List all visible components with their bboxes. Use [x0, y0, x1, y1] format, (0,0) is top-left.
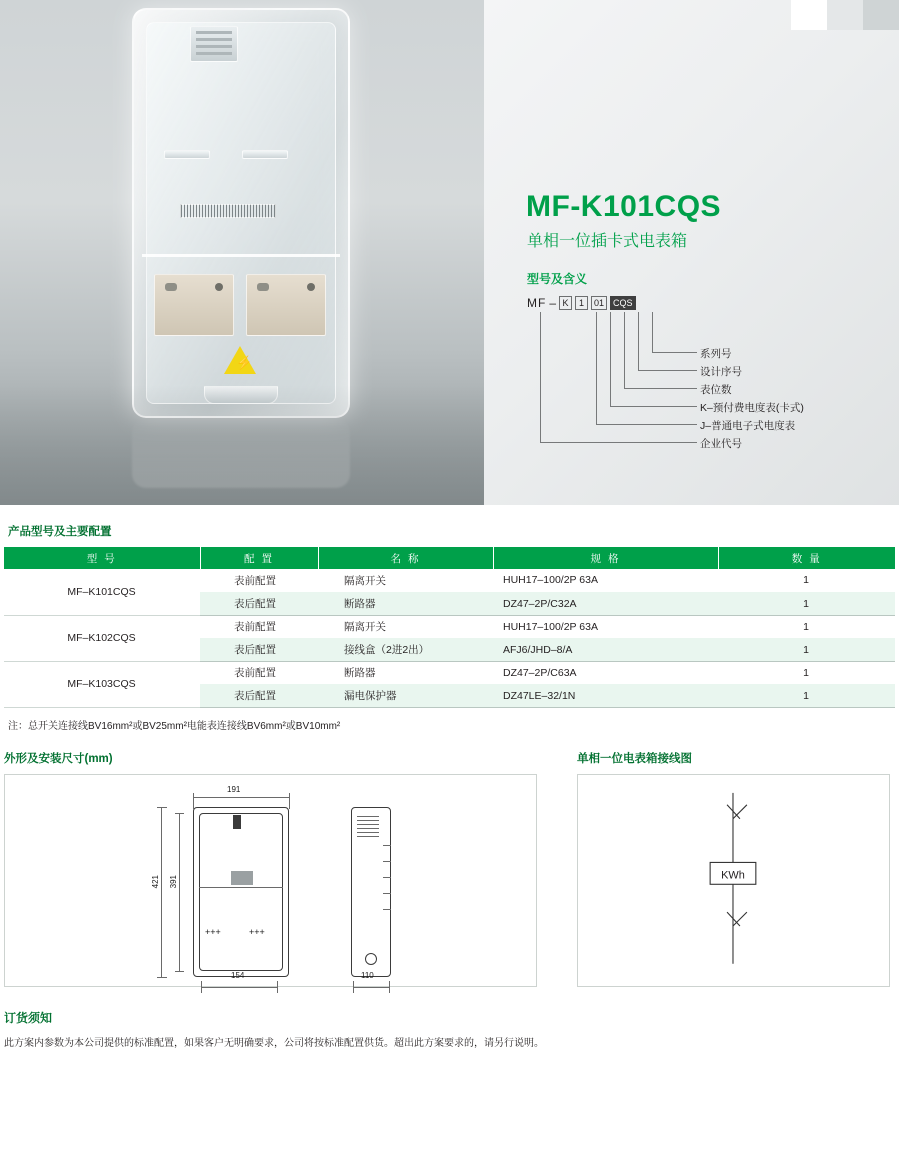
cell-qty-1-0: 1	[803, 620, 809, 633]
cell-spec-0-1: DZ47–2P/C32A	[493, 592, 718, 615]
cell-qty-2-0: 1	[803, 666, 809, 679]
col-header-name: 名 称	[318, 547, 493, 569]
col-header-model: 型 号	[4, 547, 200, 569]
front-view-slot	[233, 815, 241, 829]
cell-qty-0-0: 1	[803, 574, 809, 587]
breaker-module-right	[246, 274, 326, 336]
code-dash: –	[549, 296, 557, 310]
cell-spec-2-0: DZ47–2P/C63A	[503, 666, 577, 679]
dim-width-top: 191	[227, 784, 241, 794]
product-subtitle: 单相一位插卡式电表箱	[527, 233, 688, 250]
side-view-vents	[357, 815, 379, 837]
dim-height-inner: 391	[169, 874, 178, 888]
table-row	[4, 661, 895, 684]
circuit-section-title: 单相一位电表箱接线图	[577, 752, 692, 765]
cell-qty-2-1: 1	[718, 684, 895, 707]
wiring-diagram	[578, 775, 889, 987]
dim-height-outer: 421	[151, 874, 160, 888]
legend-label-0: 系列号	[700, 348, 732, 360]
col-header-config: 配 置	[200, 547, 318, 569]
order-notice-text: 此方案内参数为本公司提供的标准配置，如果客户无明确要求，公司将按标准配置供货。超出此方案要求的，请另行说明。	[4, 1037, 544, 1049]
dimension-drawing	[5, 775, 536, 986]
hero-banner	[0, 0, 899, 505]
dim-depth: 110	[361, 970, 374, 980]
lightning-bolt-icon: ⚡	[236, 355, 253, 370]
drawing-section-title: 外形及安装尺寸(mm)	[4, 752, 113, 765]
cell-config-0-1: 表后配置	[200, 592, 318, 615]
col-header-qty: 数 量	[718, 547, 895, 569]
cell-model-1: MF–K102CQS	[4, 615, 200, 661]
cell-name-0-1: 断路器	[318, 592, 493, 615]
barcode-label	[180, 204, 276, 218]
cell-config-2-0: 表前配置	[234, 667, 276, 679]
table-header-row	[4, 547, 895, 569]
model-meaning-heading: 型号及含义	[527, 272, 588, 286]
product-title: MF-K101CQS	[526, 190, 722, 223]
code-prefix: MF	[527, 296, 547, 310]
legend-label-2: 表位数	[700, 384, 732, 396]
legend-label-4: J–普通电子式电度表	[700, 420, 796, 432]
cell-spec-2-1: DZ47LE–32/1N	[493, 684, 718, 707]
vent-slot-right	[242, 150, 288, 159]
legend-label-3: K–预付费电度表(卡式)	[700, 402, 804, 414]
dimension-drawing-panel	[4, 774, 537, 987]
front-view-divider	[199, 887, 283, 888]
box-divider	[142, 254, 340, 257]
product-photo	[0, 0, 484, 505]
hero-info-panel	[484, 0, 899, 505]
cell-name-0-0: 隔离开关	[344, 574, 386, 587]
cell-config-1-1: 表后配置	[200, 638, 318, 661]
front-view-meter	[231, 871, 253, 885]
side-view-lock	[365, 953, 377, 965]
code-cell-seq: 01	[591, 296, 607, 310]
order-notice-title: 订货须知	[4, 1010, 53, 1025]
cell-spec-1-1: AFJ6/JHD–8/A	[493, 638, 718, 661]
cell-spec-0-0: HUH17–100/2P 63A	[503, 574, 598, 587]
breaker-module-left	[154, 274, 234, 336]
cell-name-1-1: 接线盒（2进2出）	[318, 638, 493, 661]
cell-qty-1-1: 1	[718, 638, 895, 661]
table-row	[4, 569, 895, 592]
vent-slot-left	[164, 150, 210, 159]
cell-name-1-0: 隔离开关	[344, 621, 386, 633]
dim-width-bottom: 154	[231, 970, 245, 980]
model-decode-diagram	[527, 296, 887, 471]
box-handle	[204, 386, 278, 404]
code-cell-series: CQS	[610, 296, 636, 310]
legend-label-1: 设计序号	[700, 366, 742, 378]
code-cell-k: K	[559, 296, 572, 310]
cell-name-2-1: 漏电保护器	[318, 684, 493, 707]
color-swatches	[791, 0, 899, 30]
table-note: 注：总开关连接线BV16mm²或BV25mm²电能表连接线BV6mm²或BV10mm²	[8, 720, 341, 732]
cell-model-0: MF–K101CQS	[4, 569, 200, 615]
photo-reflection	[132, 418, 350, 488]
cell-spec-1-0: HUH17–100/2P 63A	[503, 620, 598, 633]
front-view-terminal-left: +++	[205, 926, 221, 937]
table-row	[4, 615, 895, 638]
meter-box-illustration	[132, 8, 350, 418]
front-view-terminal-right: +++	[249, 926, 265, 937]
wiring-diagram-panel	[577, 774, 890, 987]
cell-model-2: MF–K103CQS	[4, 661, 200, 707]
configuration-table	[4, 547, 895, 708]
front-view-inner	[199, 813, 283, 971]
meter-mount-plate	[190, 26, 238, 62]
meter-symbol-label: KWh	[721, 868, 745, 881]
cell-config-0-0: 表前配置	[234, 574, 276, 587]
cell-config-2-1: 表后配置	[200, 684, 318, 707]
config-section-title: 产品型号及主要配置	[8, 526, 112, 538]
legend-label-5: 企业代号	[700, 438, 742, 450]
cell-config-1-0: 表前配置	[234, 621, 276, 633]
cell-qty-0-1: 1	[718, 592, 895, 615]
cell-name-2-0: 断路器	[344, 667, 376, 679]
model-code-line	[527, 296, 636, 310]
col-header-spec: 规 格	[493, 547, 718, 569]
code-cell-pos: 1	[575, 296, 588, 310]
